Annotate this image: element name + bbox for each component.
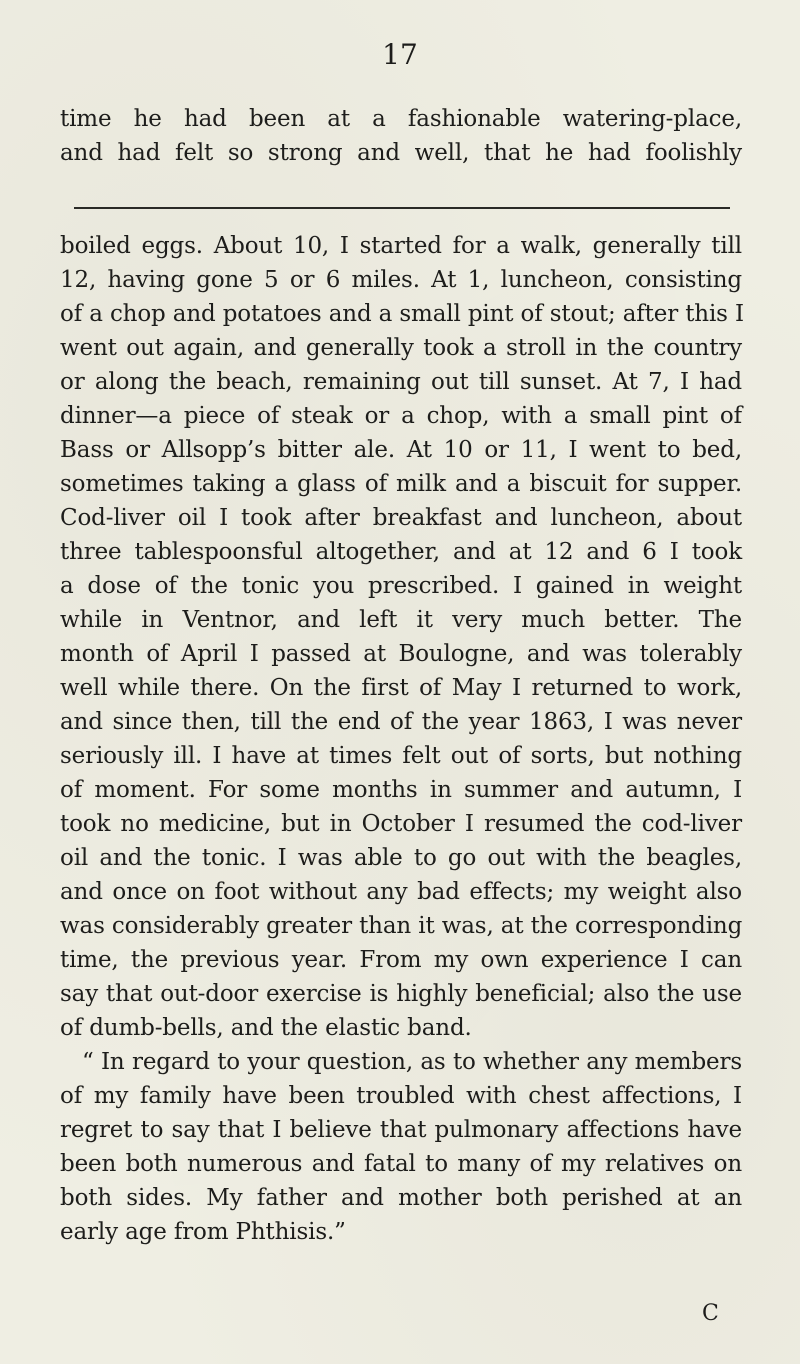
text-line: oil and the tonic. I was able to go out with the beagles, xyxy=(60,845,742,871)
top-text-fragment xyxy=(60,102,742,170)
text-line: went out again, and generally took a stroll in the country xyxy=(60,335,742,361)
text-line: been both numerous and fatal to many of my relatives on xyxy=(60,1151,742,1177)
signature-mark: C xyxy=(702,1301,719,1326)
main-text-block xyxy=(60,229,742,1249)
text-line: took no medicine, but in October I resumed the cod-liver xyxy=(60,811,742,837)
text-line: and since then, till the end of the year 1863, I was never xyxy=(60,709,742,735)
text-line: and once on foot without any bad effects; my weight also xyxy=(60,879,742,905)
text-line: Cod-liver oil I took after breakfast and luncheon, about xyxy=(60,505,742,531)
text-line: Bass or Allsopp’s bitter ale. At 10 or 11, I went to bed, xyxy=(60,437,742,463)
paragraph-end-line: of dumb-bells, and the elastic band. xyxy=(60,1015,472,1041)
text-line: was considerably greater than it was, at the corresponding xyxy=(60,913,743,939)
quote-paragraph-start: “ In regard to your question, as to whether any members xyxy=(82,1049,742,1075)
text-line: of a chop and potatoes and a small pint of stout; after this I xyxy=(60,301,744,327)
text-line: sometimes taking a glass of milk and a biscuit for supper. xyxy=(60,471,742,497)
text-line: boiled eggs. About 10, I started for a walk, generally till xyxy=(60,233,742,259)
text-line: say that out-door exercise is highly beneficial; also the use xyxy=(60,981,742,1007)
text-line: seriously ill. I have at times felt out of sorts, but nothing xyxy=(60,743,742,769)
page-number: 17 xyxy=(382,38,418,71)
text-line: a dose of the tonic you prescribed. I gained in weight xyxy=(60,573,742,599)
text-line: time, the previous year. From my own experience I can xyxy=(60,947,742,973)
paragraph-end-line: early age from Phthisis.” xyxy=(60,1219,346,1245)
text-line: both sides. My father and mother both perished at an xyxy=(60,1185,742,1211)
section-divider-rule xyxy=(74,207,730,209)
text-line: three tablespoonsful altogether, and at 12 and 6 I took xyxy=(60,539,742,565)
text-line: 12, having gone 5 or 6 miles. At 1, luncheon, consisting xyxy=(60,267,742,293)
text-line: dinner—a piece of steak or a chop, with a small pint of xyxy=(60,403,742,429)
text-line: regret to say that I believe that pulmonary affections have xyxy=(60,1117,742,1143)
text-line: while in Ventnor, and left it very much better. The xyxy=(60,607,742,633)
text-line: or along the beach, remaining out till sunset. At 7, I had xyxy=(60,369,742,395)
text-line: of moment. For some months in summer and autumn, I xyxy=(60,777,742,803)
text-line: of my family have been troubled with chest affections, I xyxy=(60,1083,742,1109)
text-line: month of April I passed at Boulogne, and was tolerably xyxy=(60,641,742,667)
text-line: time he had been at a fashionable watering-place, xyxy=(60,106,742,132)
text-line: well while there. On the first of May I returned to work, xyxy=(60,675,742,701)
text-line: and had felt so strong and well, that he had foolishly xyxy=(60,140,742,166)
